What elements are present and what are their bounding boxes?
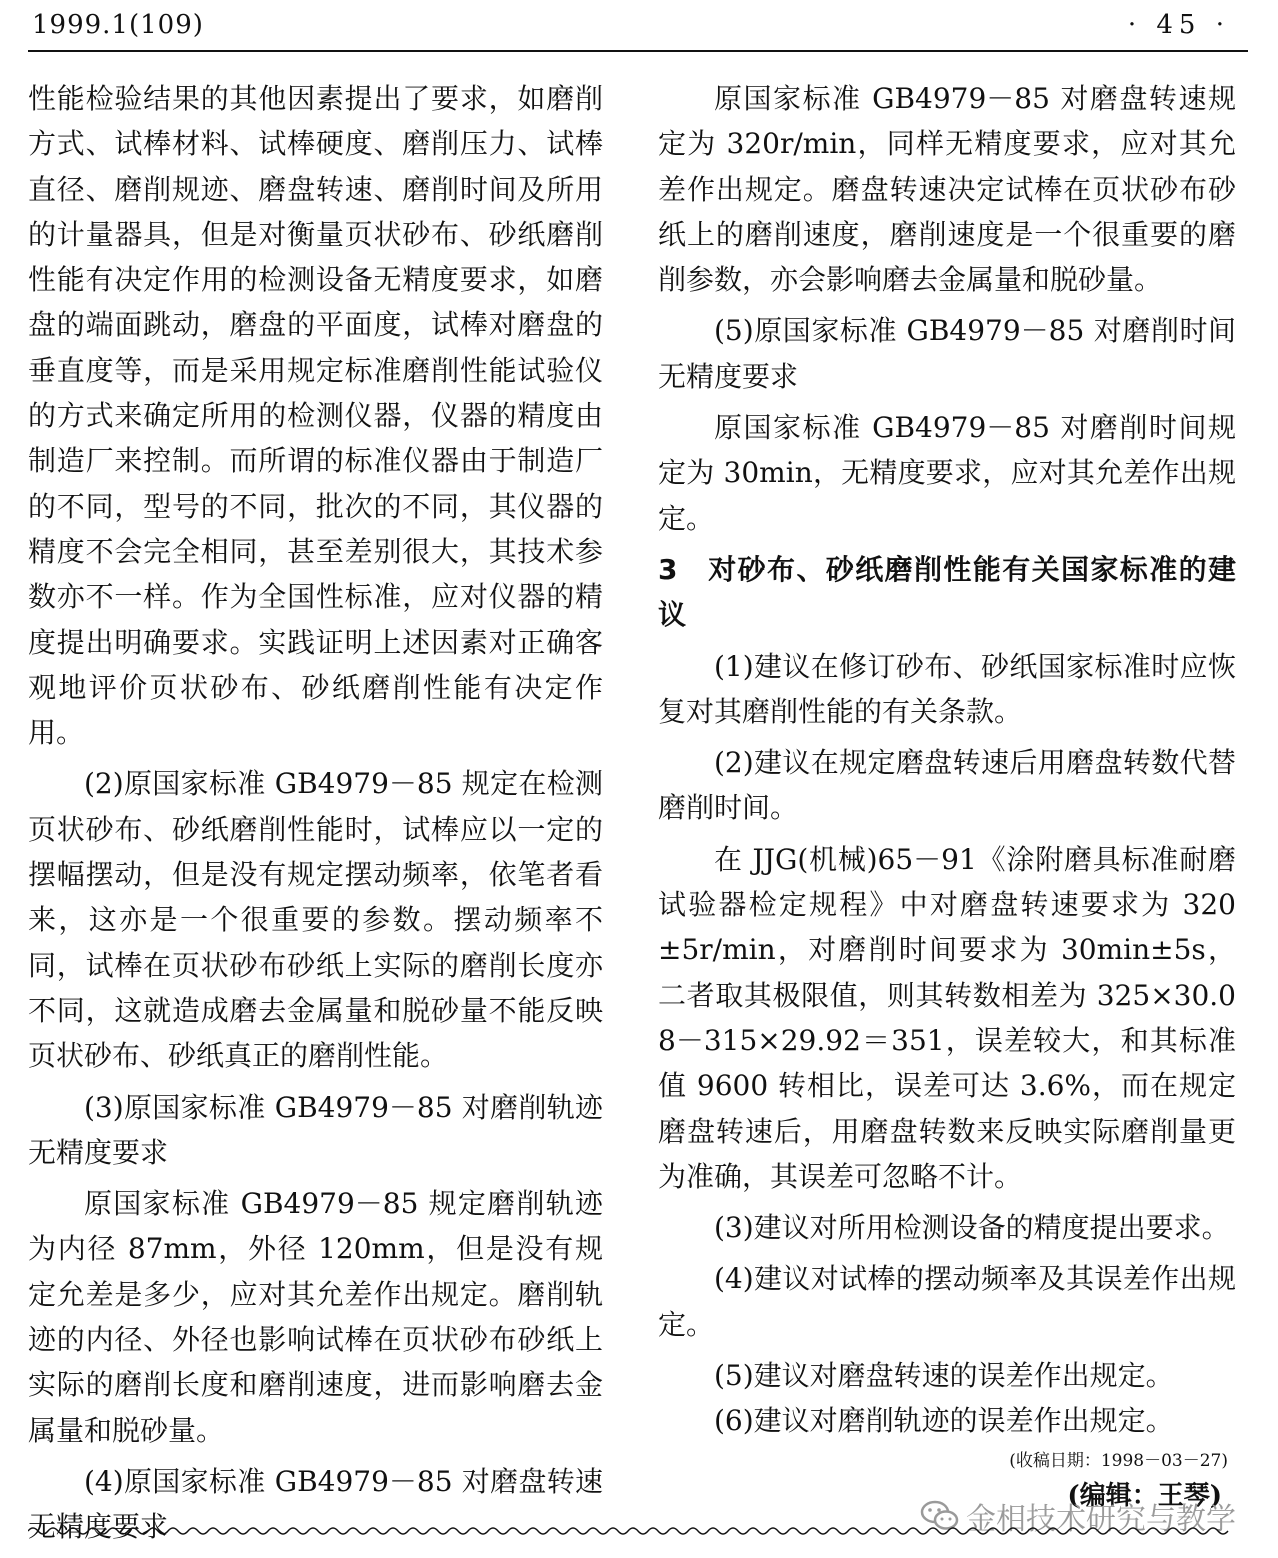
page-number: · 45 · — [1127, 10, 1230, 40]
paragraph: (2)建议在规定磨盘转速后用磨盘转数代替磨削时间。 — [658, 746, 1236, 825]
paragraph: (5)原国家标准 GB4979－85 对磨削时间无精度要求 — [658, 314, 1236, 393]
paragraph: (2)原国家标准 GB4979－85 规定在检测页状砂布、砂纸磨削性能时，试棒应以一定的摆幅摆动，但是没有规定摆动频率，依笔者看来，这亦是一个很重要的参数。摆动频率不同，试棒在页状砂布砂纸上实际的磨削长度亦不同，这就造成磨去金属量和脱砂量不能反映页状砂布、砂纸真正的磨削性能。 — [28, 767, 603, 1073]
paragraph: (1)建议在修订砂布、砂纸国家标准时应恢复对其磨削性能的有关条款。 — [658, 649, 1236, 728]
paragraph: 性能检验结果的其他因素提出了要求，如磨削方式、试棒材料、试棒硬度、磨削压力、试棒直径、磨削规迹、磨盘转速、磨削时间及所用的计量器具，但是对衡量页状砂布、砂纸磨削性能有决定作用的检测设备无精度要求，如磨盘的端面跳动，磨盘的平面度，试棒对磨盘的垂直度等，而是采用规定标准磨削性能试验仪的方式来确定所用的检测仪器，仪器的精度由制造厂来控制。而所谓的标准仪器由于制造厂的不同，型号的不同，批次的不同，其仪器的精度不会完全相同，甚至差别很大，其技术参数亦不一样。作为全国性标准，应对仪器的精度提出明确要求。实践证明上述因素对正确客观地评价页状砂布、砂纸磨削性能有决定作用。 — [28, 82, 603, 750]
bottom-wavy-rule — [28, 1524, 1233, 1538]
paragraph: (4)建议对试棒的摆动频率及其误差作出规定。 — [658, 1262, 1236, 1341]
paragraph: 在 JJG(机械)65－91《涂附磨具标准耐磨试验器检定规程》中对磨盘转速要求为 320±5r/min，对磨削时间要求为 30min±5s，二者取其极限值，则其转数相差为 325×30.08－315×29.92＝351，误差较大，和其标准值 9600 转相比，误差可达 3.6%，而在规定磨盘转速后，用磨盘转数来反映实际磨削量更为准确，其误差可忽略不计。 — [658, 842, 1236, 1193]
paragraph: 原国家标准 GB4979－85 对磨削时间规定为 30min，无精度要求，应对其允差作出规定。 — [658, 411, 1236, 535]
paragraph: (3)建议对所用检测设备的精度提出要求。 — [714, 1211, 1230, 1245]
left-column — [28, 76, 603, 1550]
header-rule — [28, 50, 1248, 52]
issue-number: 1999.1(109) — [32, 10, 204, 40]
watermark-text: 金相技术研究与教学 — [966, 1502, 1236, 1537]
section-heading: 3 对砂布、砂纸磨削性能有关国家标准的建议 — [658, 552, 1236, 632]
paragraph: (6)建议对磨削轨迹的误差作出规定。 — [714, 1404, 1174, 1438]
paragraph: (4)原国家标准 GB4979－85 对磨盘转速无精度要求 — [28, 1464, 603, 1544]
received-date: (收稿日期：1998－03－27) — [1009, 1450, 1228, 1471]
paragraph: 原国家标准 GB4979－85 规定磨削轨迹为内径 87mm，外径 120mm，但是没有规定允差是多少，应对其允差作出规定。磨削轨迹的内径、外径也影响试棒在页状砂布砂纸上实际的磨削长度和磨削速度，进而影响磨去金属量和脱砂量。 — [28, 1187, 603, 1447]
paragraph: (3)原国家标准 GB4979－85 对磨削轨迹无精度要求 — [28, 1090, 603, 1169]
paragraph: (5)建议对磨盘转速的误差作出规定。 — [714, 1359, 1174, 1393]
right-column — [658, 76, 1236, 1516]
paragraph: 原国家标准 GB4979－85 对磨盘转速规定为 320r/min，同样无精度要求，应对其允差作出规定。磨盘转速决定试棒在页状砂布砂纸上的磨削速度，磨削速度是一个很重要的磨削参数，亦会影响磨去金属量和脱砂量。 — [658, 82, 1236, 297]
editor-credit: (编辑：王琴) — [1067, 1480, 1222, 1511]
running-header — [28, 10, 1250, 44]
